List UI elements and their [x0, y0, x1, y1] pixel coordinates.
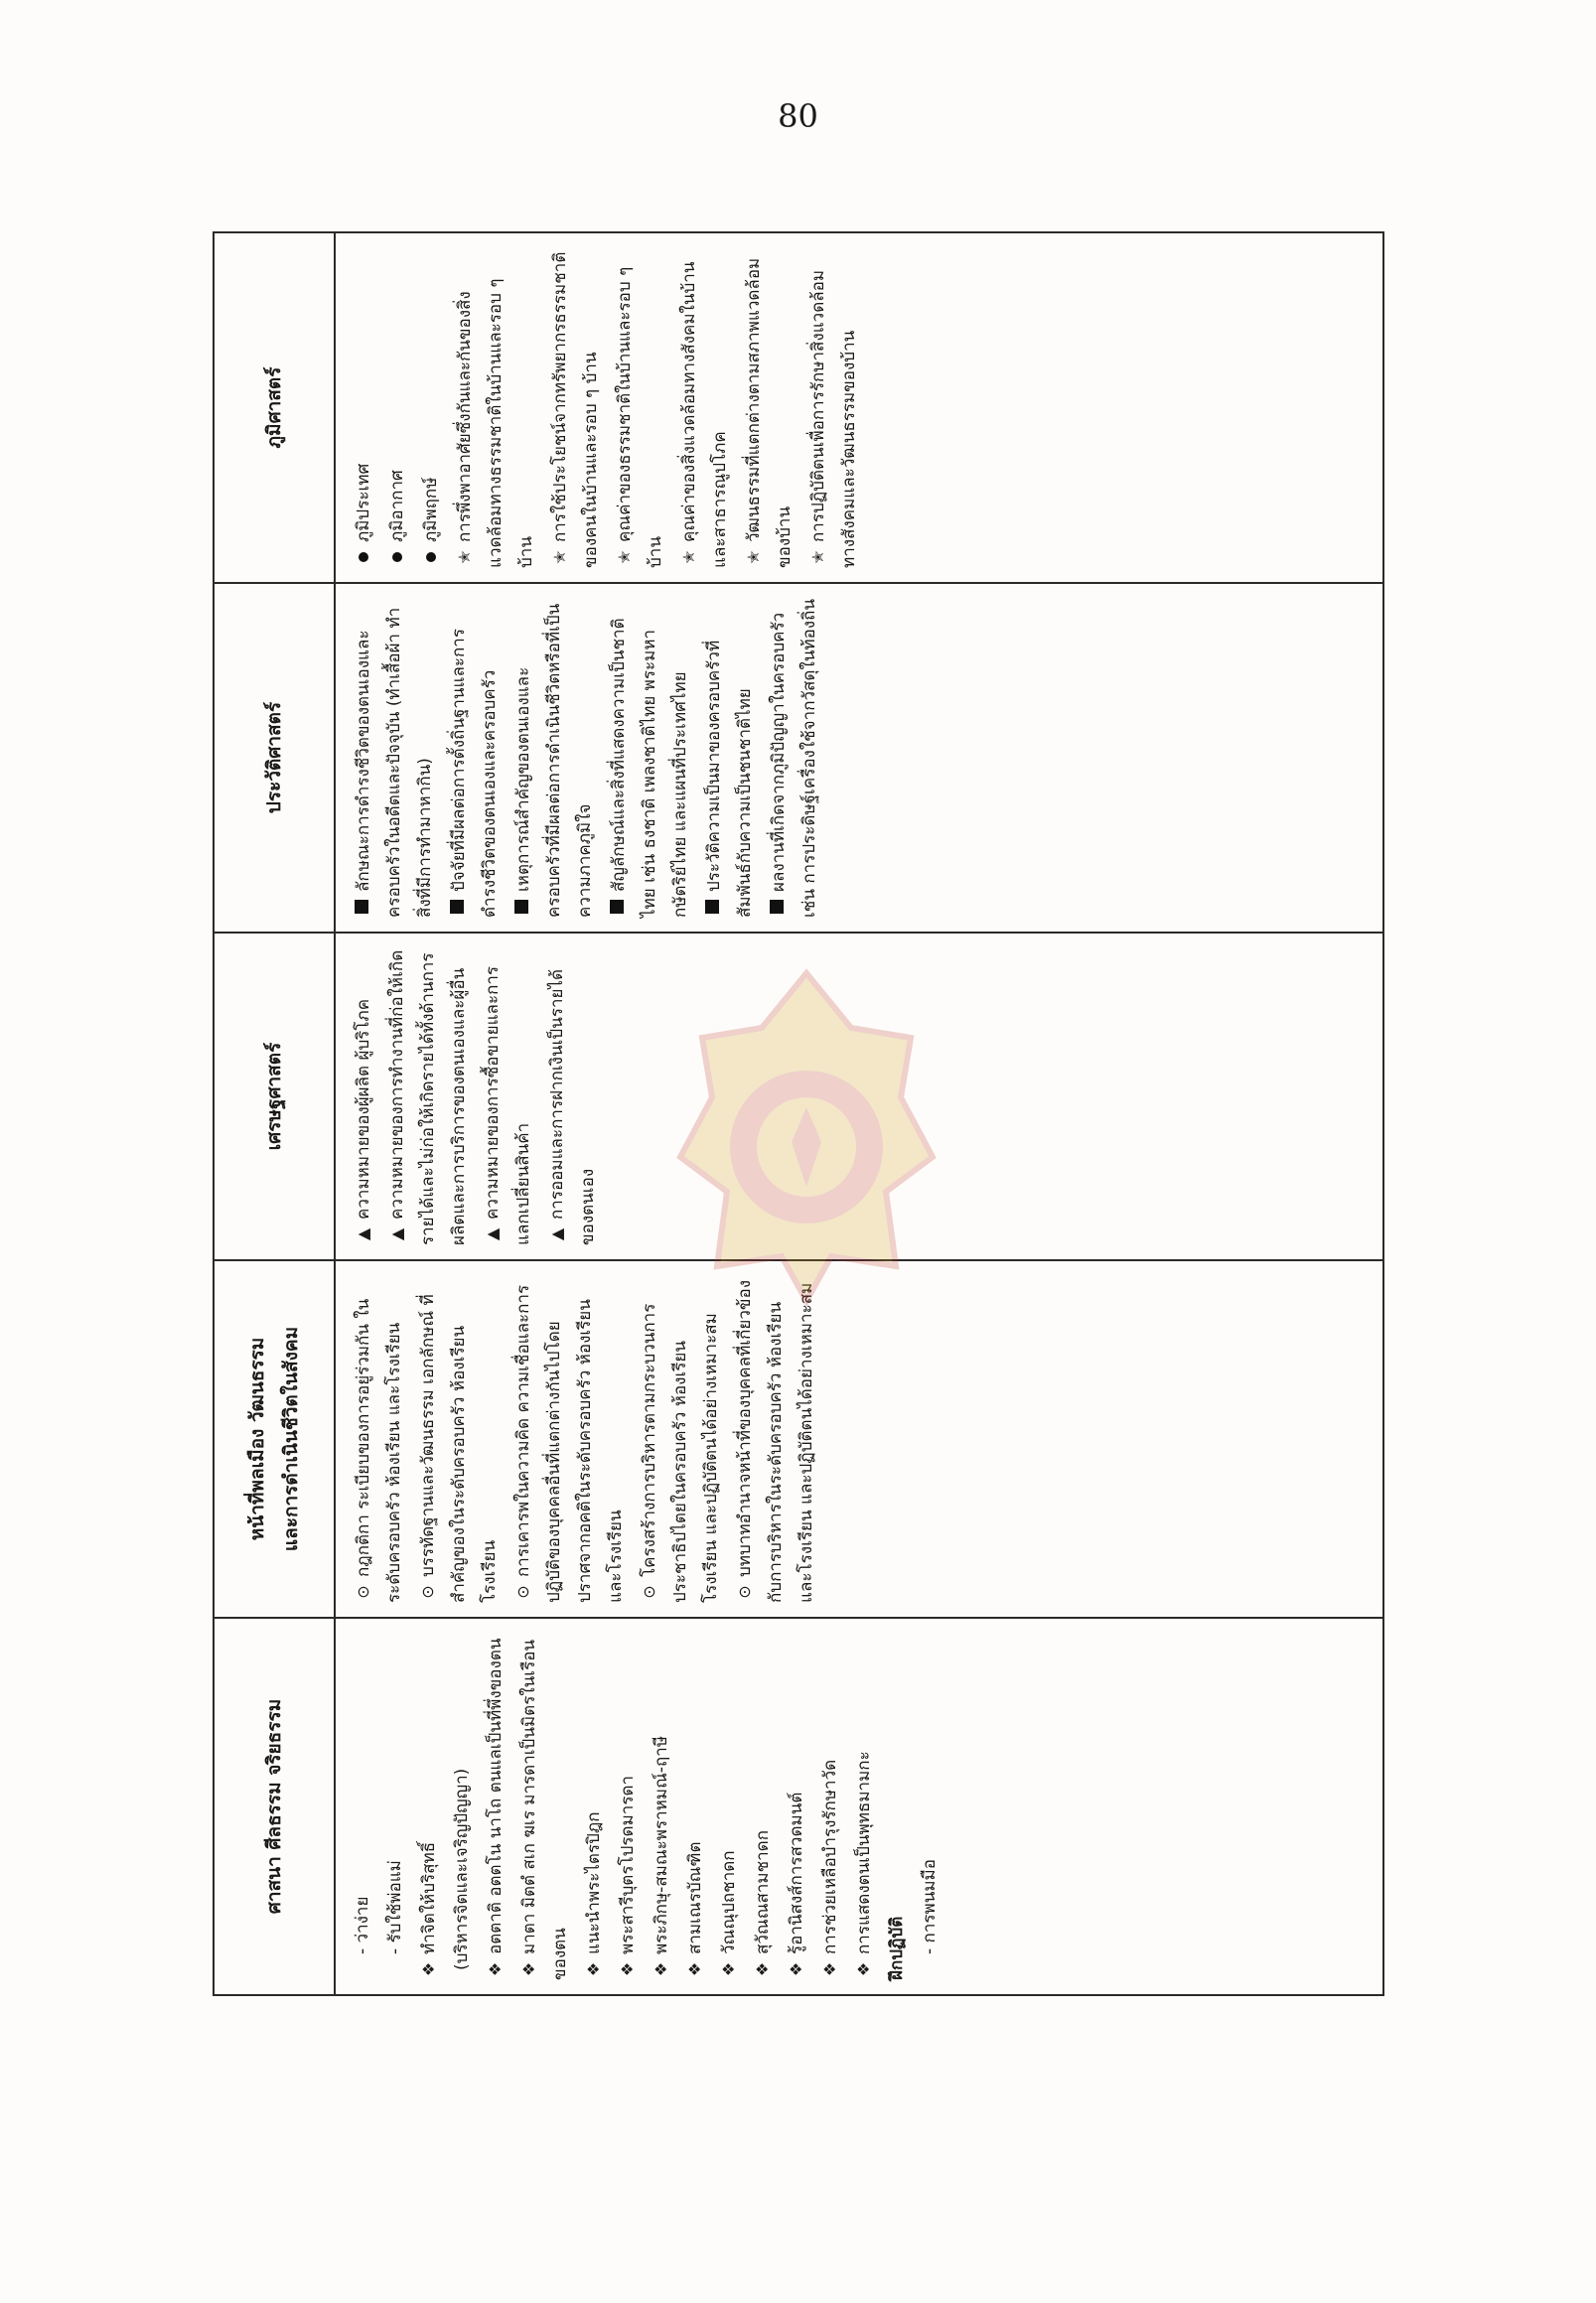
square-bullet-icon: [508, 896, 538, 918]
item-text: คุณค่าของธรรมชาติในบ้านและรอบ ๆ บ้าน: [615, 266, 665, 568]
col2-item: [508, 1275, 632, 1603]
col1-item: [513, 1633, 576, 1980]
square-bullet-icon: [763, 896, 794, 918]
col2-item: [729, 1275, 822, 1603]
item-text: วัณณุปถชาดก: [719, 1850, 739, 1954]
col1-item: [413, 1633, 445, 1980]
item-text: (บริหารจิตและเจริญปัญญา): [452, 1768, 472, 1970]
col1-item: [679, 1633, 711, 1980]
dot-bullet-icon: [348, 546, 378, 568]
item-text: ความหมายของผู้ผลิต ผู้บริโภค: [354, 998, 373, 1220]
col1-item: [713, 1633, 745, 1980]
item-text: ความหมายของการซื้อขายและการแลกเปลี่ยนสินค้า: [483, 965, 533, 1245]
col1-item: [612, 1633, 644, 1980]
bullet-icon: ❖: [584, 1961, 603, 1977]
square-bullet-icon: [348, 896, 378, 918]
item-text: บรรทัดฐานและวัฒนธรรม เอกลักษณ์ ที่สำคัญของในระดับครอบครัว ห้องเรียน โรงเรียน: [418, 1294, 500, 1603]
bullet-icon: ❖: [419, 1961, 438, 1977]
item-text: เหตุการณ์สำคัญของตนเองและครอบครัวที่มีผลต่อการดำเนินชีวิตหรือที่เป็นความภาคภูมิใจ: [513, 603, 595, 918]
col2-item: [412, 1275, 506, 1603]
rotated-table-wrapper: [213, 233, 1384, 1996]
bullet-icon: ❖: [753, 1961, 772, 1977]
item-text: พระสารีบุตรโปรดมารดา: [618, 1775, 638, 1954]
dot-bullet-icon: [381, 546, 412, 568]
col2-item: [634, 1275, 727, 1603]
header-civics: หน้าที่พลเมือง วัฒนธรรม และการดำเนินชีวิตในสังคม: [214, 1260, 335, 1618]
col5-item: [609, 247, 671, 568]
item-text: ประวัติความเป็นมาของครอบครัวที่สัมพันธ์กับความเป็นชนชาติไทย: [704, 640, 755, 918]
bullet-icon: ▲: [547, 1227, 566, 1241]
curriculum-table: [213, 231, 1384, 1996]
bullet-icon: ⊙: [354, 1585, 372, 1599]
item-text: คุณค่าของสิ่งแวดล้อมทางสังคมในบ้านและสาธารณูปโภค: [679, 261, 730, 568]
item-text: สามเณรบัณฑิต: [685, 1841, 705, 1954]
header-economics: เศรษฐศาสตร์: [214, 933, 335, 1260]
col1-item: [747, 1633, 779, 1980]
page-number: 80: [778, 97, 818, 135]
col4-item: [698, 598, 761, 918]
bullet-icon: ❖: [618, 1961, 637, 1977]
item-text: มาตา มิตตํ สเก ฆเร มารดาเป็นมิตรในเรือนของตน: [519, 1639, 570, 1980]
col1-item: [915, 1633, 945, 1980]
cell-geography: [335, 232, 1383, 583]
bullet-icon: ❖: [854, 1961, 873, 1977]
col1-item: [380, 1633, 411, 1980]
col1-item: [814, 1633, 846, 1980]
col1-item: [447, 1633, 478, 1980]
bullet-icon: ⊙: [640, 1585, 658, 1599]
col4-item: [348, 598, 441, 918]
bullet-icon: ✭: [744, 550, 763, 564]
item-text: โครงสร้างการบริหารตามกระบวนการประชาธิปไตยในครอบครัว ห้องเรียน โรงเรียน และปฏิบัติตนได้อย่างเหมาะสม: [640, 1303, 721, 1603]
content-row: [335, 232, 1383, 1995]
item-text: ภูมิพฤกษ์: [421, 477, 441, 542]
bullet-icon: ❖: [685, 1961, 704, 1977]
item-text: - การพนมมือ: [920, 1859, 940, 1954]
item-text: การออมและการฝากเงินเป็นรายได้ของตนเอง: [547, 968, 598, 1245]
col1-item: [348, 1633, 378, 1980]
col5-item: [802, 247, 865, 568]
cell-economics: [335, 933, 1383, 1260]
bullet-icon: ❖: [652, 1961, 670, 1977]
bullet-icon: ✭: [679, 550, 698, 564]
col3-item: [348, 947, 379, 1245]
dot-bullet-icon: [415, 546, 446, 568]
item-text: การเคารพในความคิด ความเชื่อและการปฏิบัติของบุคคลอื่นที่แตกต่างกันไปโดยปราศจากอคติในระดับครอบครัว ห้องเรียน และโรงเรียน: [513, 1284, 626, 1603]
col5-item: [673, 247, 736, 568]
header-row: [214, 232, 335, 1995]
col1-item: [882, 1633, 913, 1980]
item-text: ทำจิตให้บริสุทธิ์: [419, 1841, 439, 1954]
col2-item: [348, 1275, 410, 1603]
item-text: การแสดงตนเป็นพุทธมามกะ: [854, 1751, 874, 1954]
item-text: สัญลักษณ์และสิ่งที่แสดงความเป็นชาติไทย เช่น ธงชาติ เพลงชาติไทย พระมหากษัตริย์ไทย และแผนที่ประเทศไทย: [609, 618, 690, 918]
item-text: ความหมายของการทำงานที่ก่อให้เกิดรายได้และไม่ก่อให้เกิดรายได้ทั้งด้านการผลิตและการบริการของตนเองและผู้อื่น: [387, 949, 469, 1245]
col3-item: [541, 947, 604, 1245]
col5-item: [348, 247, 379, 568]
col5-item: [449, 247, 542, 568]
bullet-icon: ▲: [354, 1227, 372, 1241]
col5-item: [381, 247, 413, 568]
col4-item: [443, 598, 506, 918]
square-bullet-icon: [603, 896, 634, 918]
square-bullet-icon: [443, 896, 474, 918]
col1-item: [578, 1633, 610, 1980]
col1-item: [480, 1633, 511, 1980]
col1-item: [646, 1633, 677, 1980]
bullet-icon: ▲: [483, 1227, 502, 1241]
item-text: ฝึกปฏิบัติ: [887, 1916, 907, 1980]
bullet-icon: ✭: [550, 550, 569, 564]
col1-item: [781, 1633, 812, 1980]
item-text: การใช้ประโยชน์จากทรัพยากรธรรมชาติของคนในบ้านและรอบ ๆ บ้าน: [550, 251, 601, 568]
bullet-icon: ✭: [455, 550, 474, 564]
bullet-icon: ▲: [387, 1227, 406, 1241]
bullet-icon: ⊙: [418, 1585, 437, 1599]
col4-item: [603, 598, 696, 918]
col4-item: [763, 598, 825, 918]
item-text: แนะนำพระไตรปิฎก: [584, 1811, 604, 1954]
header-geography: ภูมิศาสตร์: [214, 232, 335, 583]
col4-item: [508, 598, 601, 918]
cell-civics: [335, 1260, 1383, 1618]
item-text: อตตาติ อตตโน นาโถ ตนแลเป็นที่พึ่งของตน: [486, 1638, 506, 1954]
col1-item: [848, 1633, 880, 1980]
square-bullet-icon: [698, 896, 729, 918]
bullet-icon: ⊙: [735, 1585, 754, 1599]
col5-item: [415, 247, 447, 568]
bullet-icon: ✭: [615, 550, 634, 564]
bullet-icon: ❖: [486, 1961, 505, 1977]
item-text: กฎกติกา ระเบียบของการอยู่ร่วมกัน ในระดับครอบครัว ห้องเรียน และโรงเรียน: [354, 1298, 404, 1603]
item-text: ปัจจัยที่มีผลต่อการตั้งถิ่นฐานและการดำรงชีวิตของตนเองและครอบครัว: [449, 629, 500, 918]
col5-item: [544, 247, 607, 568]
col3-item: [477, 947, 539, 1245]
header-history: ประวัติศาสตร์: [214, 583, 335, 933]
item-text: - ว่าง่าย: [353, 1896, 372, 1954]
item-text: ลักษณะการดำรงชีวิตของตนเองและครอบครัวในอดีตและปัจจุบัน (ทำเสื้อผ้า ทำสิ่งที่มีการทำมาหากิน): [354, 607, 435, 918]
cell-history: [335, 583, 1383, 933]
item-text: วัฒนธรรมที่แตกต่างตามสภาพแวดล้อมของบ้าน: [744, 257, 795, 568]
item-text: บทบาทอำนาจหน้าที่ของบุคคลที่เกี่ยวข้องกับการบริหารในระดับครอบครัว ห้องเรียน และโรงเรียน และปฏิบัติตนได้อย่างเหมาะสม: [735, 1279, 816, 1603]
item-text: - รับใช้พ่อแม่: [385, 1860, 405, 1954]
col3-item: [381, 947, 475, 1245]
item-text: สุวัณณสามชาดก: [753, 1829, 773, 1954]
item-text: ภูมิอากาศ: [387, 470, 407, 542]
bullet-icon: ✭: [808, 550, 827, 564]
header-religion: ศาสนา ศีลธรรม จริยธรรม: [214, 1618, 335, 1995]
item-text: พระภิกษุ-สมณะพราหมณ์-ฤาษี: [652, 1735, 671, 1954]
item-text: ภูมิประเทศ: [354, 463, 373, 542]
item-text: การพึ่งพาอาศัยซึ่งกันและกันของสิ่งแวดล้อมทางธรรมชาติในบ้านและรอบ ๆ บ้าน: [455, 278, 536, 568]
bullet-icon: ❖: [719, 1961, 738, 1977]
bullet-icon: ❖: [787, 1961, 805, 1977]
col5-item: [738, 247, 800, 568]
bullet-icon: ⊙: [513, 1585, 532, 1599]
bullet-icon: ❖: [820, 1961, 839, 1977]
item-text: รู้อานิสงส์การสวดมนต์: [787, 1792, 806, 1954]
item-text: ผลงานที่เกิดจากภูมิปัญญาในครอบครัว เช่น การประดิษฐ์เครื่องใช้จากวัสดุในท้องถิ่น: [769, 599, 819, 918]
cell-religion: [335, 1618, 1383, 1995]
bullet-icon: ❖: [519, 1961, 538, 1977]
item-text: การช่วยเหลือบำรุงรักษาวัด: [820, 1759, 840, 1954]
item-text: การปฏิบัติตนเพื่อการรักษาสิ่งแวดล้อมทางสังคมและวัฒนธรรมของบ้าน: [808, 269, 859, 568]
